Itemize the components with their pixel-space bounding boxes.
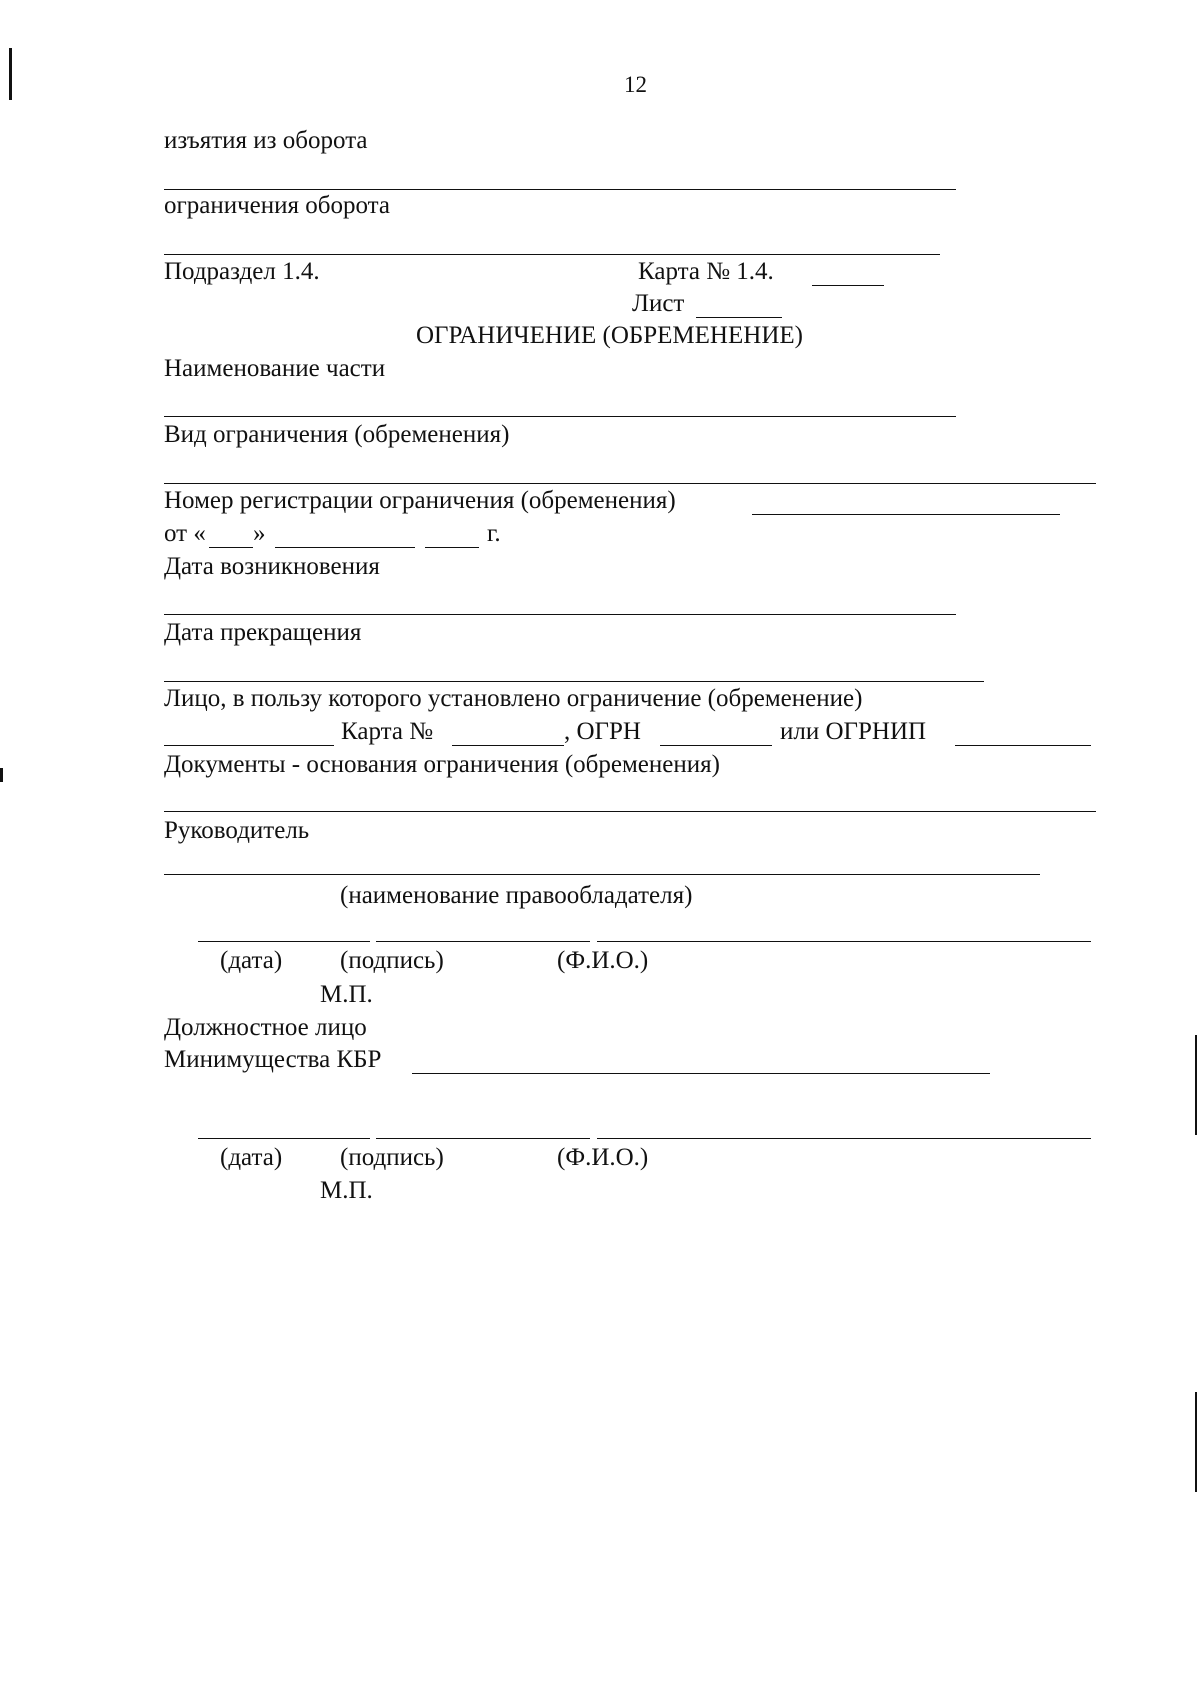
withdrawal-label: изъятия из оборота [164,127,368,154]
restriction-label: ограничения оборота [164,192,391,219]
part-name-line [164,416,956,417]
date-line-1 [198,941,370,942]
stamp-2: М.П. [320,1177,373,1204]
holder-caption: (наименование правообладателя) [340,882,693,909]
fio-line-2 [597,1138,1091,1139]
from-day-line [209,547,253,548]
documents-line [164,811,1096,812]
scan-mark-right-low [1195,1392,1197,1492]
start-date-label: Дата возникновения [164,553,380,580]
from-close: » [253,520,266,547]
restriction-fill-line [164,254,940,255]
page-number: 12 [624,72,647,97]
official-label-1: Должностное лицо [164,1014,367,1041]
ogrn-label: , ОГРН [564,718,641,745]
kind-label: Вид ограничения (обременения) [164,421,510,448]
sign-caption-2: (подпись) [340,1144,444,1171]
ogrn-line [660,745,772,746]
ogrnip-line [955,745,1091,746]
beneficiary-label: Лицо, в пользу которого установлено ограничение (обременение) [164,685,863,712]
sign-caption-1: (подпись) [340,947,444,974]
card-number-line [812,285,884,286]
end-date-line [164,681,984,682]
part-name-label: Наименование части [164,355,386,382]
stamp-1: М.П. [320,981,373,1008]
card-no-line [452,745,564,746]
sheet-number-line [696,317,782,318]
date-caption-1: (дата) [220,947,283,974]
year-suffix: г. [487,520,501,547]
fio-caption-2: (Ф.И.О.) [557,1144,649,1171]
document-title: ОГРАНИЧЕНИЕ (ОБРЕМЕНЕНИЕ) [416,322,803,349]
withdrawal-fill-line [164,189,956,190]
card-label: Карта № 1.4. [638,258,774,285]
kind-line [164,483,1096,484]
sheet-label: Лист [632,290,685,317]
from-open: от « [164,520,206,547]
sign-line-1 [376,941,590,942]
official-label-2: Минимущества КБР [164,1046,382,1073]
subsection-label: Подраздел 1.4. [164,258,320,285]
fio-line-1 [597,941,1091,942]
documents-label: Документы - основания ограничения (обременения) [164,751,720,778]
end-date-label: Дата прекращения [164,619,362,646]
scan-mark-right-mid [1195,1035,1197,1135]
reg-number-label: Номер регистрации ограничения (обременения) [164,487,676,514]
beneficiary-name-line [164,745,334,746]
date-caption-2: (дата) [220,1144,283,1171]
sign-line-2 [376,1138,590,1139]
fio-caption-1: (Ф.И.О.) [557,947,649,974]
head-label: Руководитель [164,817,310,844]
from-year-line [425,547,479,548]
reg-number-line [752,514,1060,515]
from-month-line [275,547,415,548]
scan-mark-left-mid [0,768,3,782]
date-line-2 [198,1138,370,1139]
holder-name-line [164,874,1040,875]
start-date-line [164,614,956,615]
ogrnip-label: или ОГРНИП [780,718,927,745]
official-line [412,1073,990,1074]
card-no-label: Карта № [341,718,434,745]
scan-mark-left-top [9,48,12,100]
